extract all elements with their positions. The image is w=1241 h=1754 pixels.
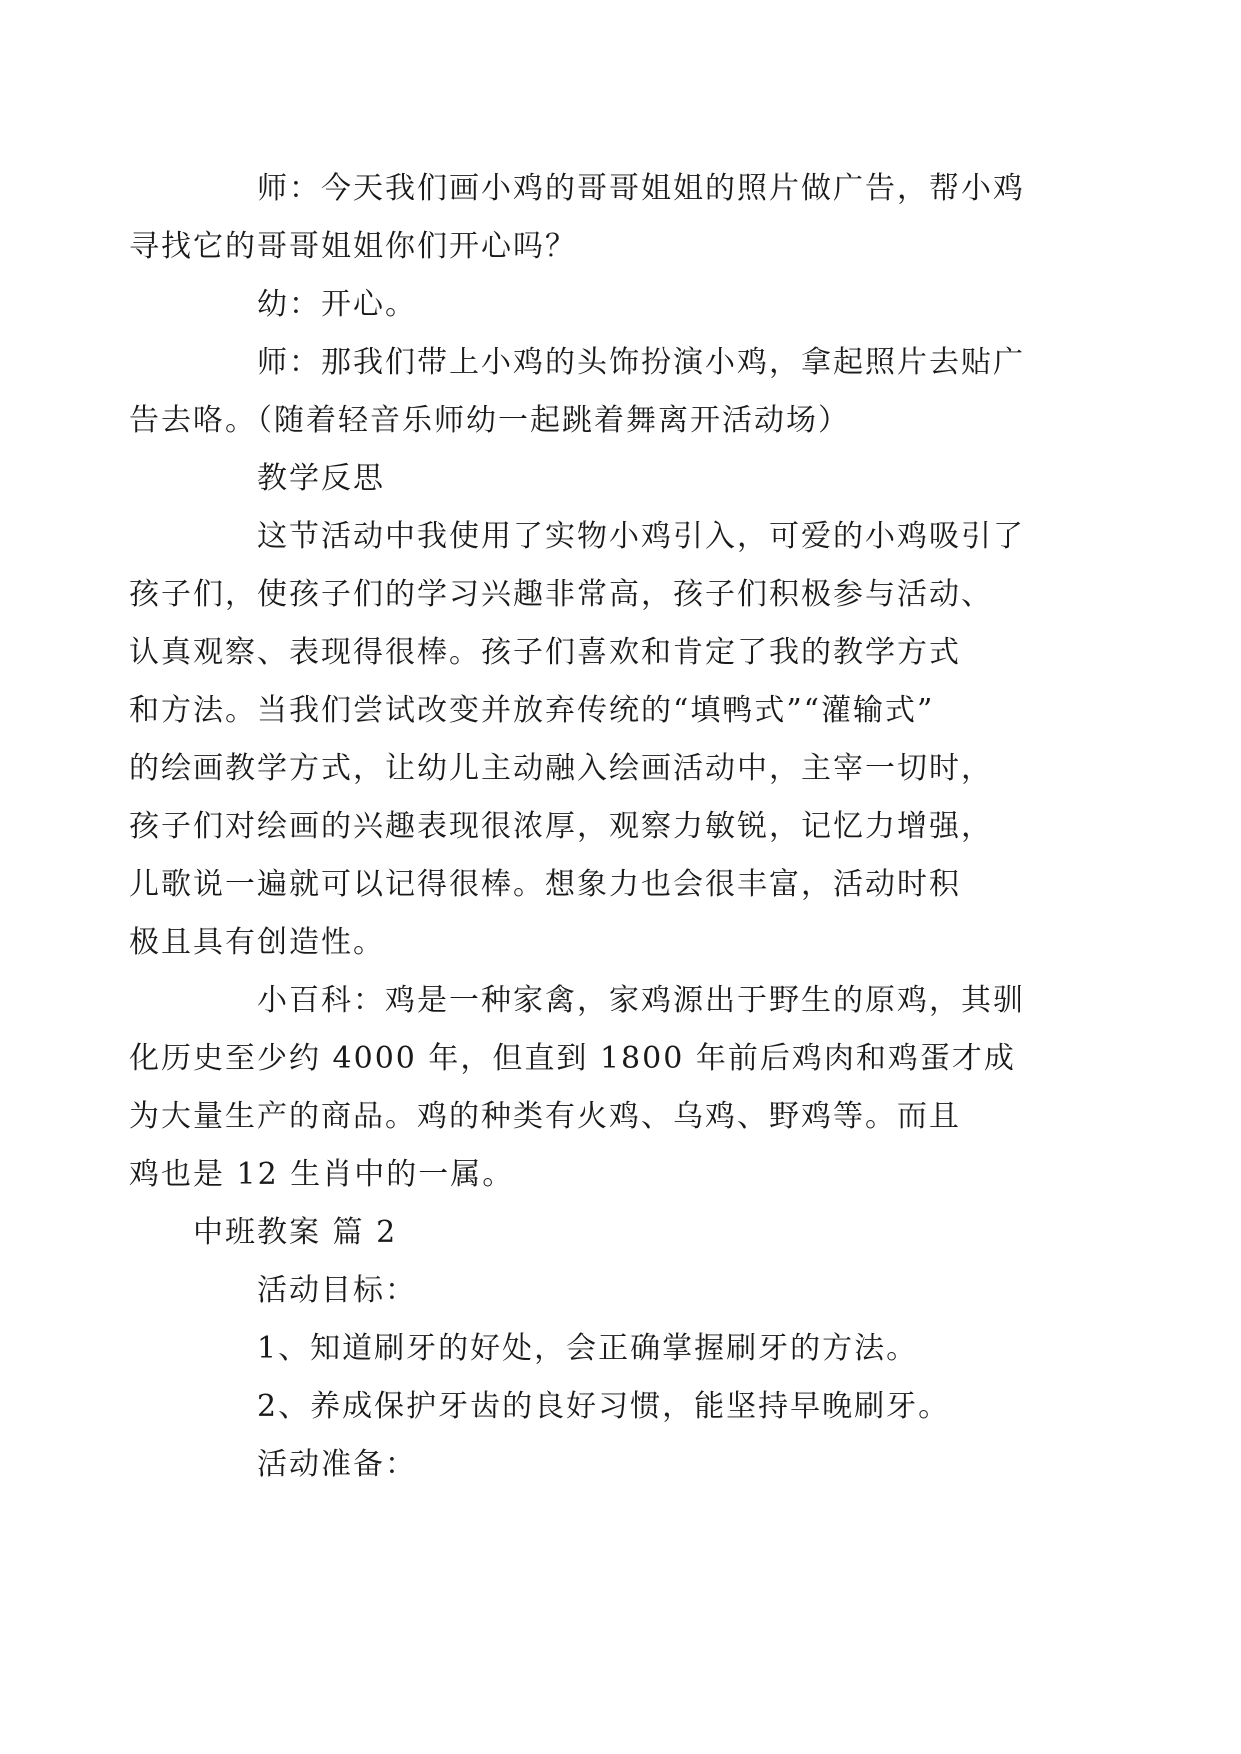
- text-line: 告去咯。（随着轻音乐师幼一起跳着舞离开活动场）: [129, 403, 850, 438]
- text-line: 孩子们对绘画的兴趣表现很浓厚，观察力敏锐，记忆力增强，: [129, 809, 993, 844]
- text-line: 化历史至少约 4000 年，但直到 1800 年前后鸡肉和鸡蛋才成: [129, 1041, 1016, 1076]
- text-line: 活动准备：: [257, 1447, 417, 1482]
- section-heading: 中班教案 篇 2: [193, 1215, 398, 1250]
- text-line: 鸡也是 12 生肖中的一属。: [129, 1157, 515, 1192]
- text-line: 寻找它的哥哥姐姐你们开心吗？: [129, 229, 577, 264]
- text-line: 孩子们，使孩子们的学习兴趣非常高，孩子们积极参与活动、: [129, 577, 993, 612]
- text-line: 这节活动中我使用了实物小鸡引入，可爱的小鸡吸引了: [257, 519, 1025, 554]
- text-line: 幼：开心。: [257, 287, 417, 322]
- subheading-reflection: [193, 450, 1053, 508]
- text-line: 为大量生产的商品。鸡的种类有火鸡、乌鸡、野鸡等。而且: [129, 1099, 961, 1134]
- text-line: 的绘画教学方式，让幼儿主动融入绘画活动中，主宰一切时，: [129, 751, 993, 786]
- text-line: 活动目标：: [257, 1273, 417, 1308]
- paragraph-reflection: [129, 508, 1053, 972]
- paragraph-teacher-closing: [129, 334, 1053, 450]
- text-line: 小百科：鸡是一种家禽，家鸡源出于野生的原鸡，其驯: [257, 983, 1025, 1018]
- paragraph-encyclopedia: [129, 972, 1053, 1204]
- text-line: 儿歌说一遍就可以记得很棒。想象力也会很丰富，活动时积: [129, 867, 961, 902]
- text-line: 师：今天我们画小鸡的哥哥姐姐的照片做广告，帮小鸡: [257, 171, 1025, 206]
- text-line: 和方法。当我们尝试改变并放弃传统的“填鸭式”“灌输式”: [129, 693, 935, 728]
- paragraph-child-reply: [193, 276, 1053, 334]
- document-body: [129, 160, 1053, 1494]
- subheading-activity-goals: [193, 1262, 1053, 1320]
- paragraph-teacher-intro: [129, 160, 1053, 276]
- text-line: 认真观察、表现得很棒。孩子们喜欢和肯定了我的教学方式: [129, 635, 961, 670]
- text-line: 2、养成保护牙齿的良好习惯，能坚持早晚刷牙。: [257, 1389, 951, 1424]
- text-line: 极且具有创造性。: [129, 925, 385, 960]
- text-line: 1、知道刷牙的好处，会正确掌握刷牙的方法。: [257, 1331, 919, 1366]
- text-line: 教学反思: [257, 461, 385, 496]
- goal-item-2: [193, 1378, 1053, 1436]
- subheading-activity-preparation: [193, 1436, 1053, 1494]
- text-line: 师：那我们带上小鸡的头饰扮演小鸡，拿起照片去贴广: [257, 345, 1025, 380]
- goal-item-1: [193, 1320, 1053, 1378]
